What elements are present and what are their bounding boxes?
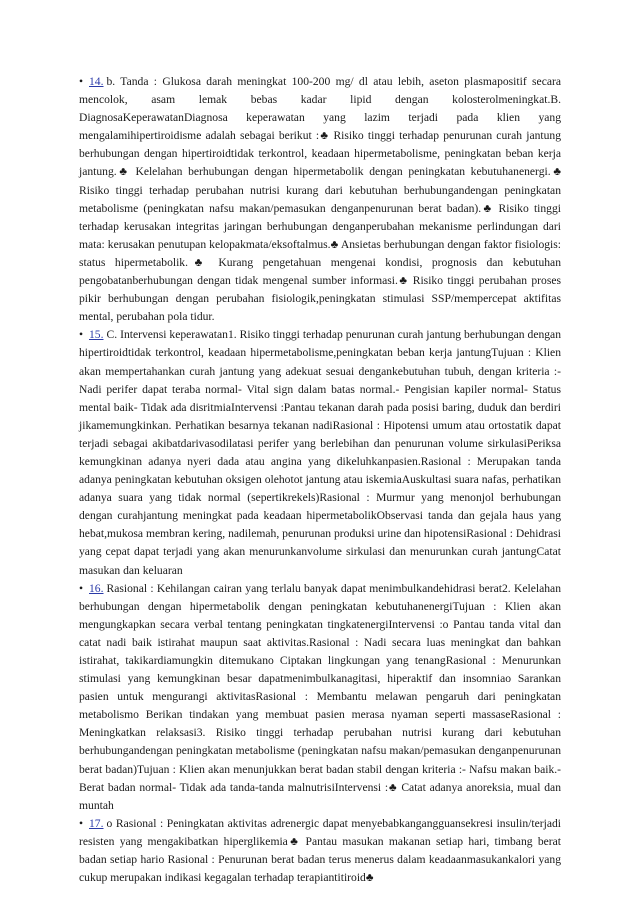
- item-number-link[interactable]: 17.: [89, 816, 104, 830]
- item-text: Rasional : Kehilangan cairan yang terlalu banyak dapat menimbulkandehidrasi berat2. Kelelahan berhubungan dengan hipermetabolik dengan peningkatan kebutuhanenergiTujuan : Klien akan mengungkapkan secara verbal tentang peningkatan tingkatenergiIntervensi :o Pantau tanda vital dan catat nadi baik istirahat maupun saat aktivitas.Rasional : Nadi secara luas meningkat dan bahkan istirahat, takikardiamungkin ditemukano Ciptakan lingkungan yang tenangRasional : Menurunkan stimulasi yang kemungkinan besar dapatmenimbulkanagitasi, hiperaktif dan insomniao Sarankan pasien untuk mengurangi aktivitasRasional : Membantu melawan pengaruh dari peningkatan metabolismo Berikan tindakan yang membuat pasien merasa nyaman seperti massaseRasional : Meningkatkan relaksasi3. Risiko tinggi terhadap perubahan nutrisi kurang dari kebutuhan berhubungandengan peningkatan metabolisme (peningkatan nafsu makan/pemasukan denganpenurunan berat badan)Tujuan : Klien akan menunjukkan berat badan stabil dengan kriteria :- Nafsu makan baik.- Berat badan normal- Tidak ada tanda-tanda malnutrisiIntervensi :♣ Catat adanya anoreksia, mual dan muntah: [79, 581, 561, 812]
- bullet-icon: •: [79, 816, 84, 830]
- item-text: C. Intervensi keperawatan1. Risiko tinggi terhadap penurunan curah jantung berhubungan dengan hipertiroidtidak terkontrol, keadaan hipermetabolisme,peningkatan beban kerja jantungTujuan : Klien akan mempertahankan curah jantung yang adekuat sesuai dengankebutuhan tubuh, dengan kriteria :- Nadi perifer dapat teraba normal- Vital sign dalam batas normal.- Pengisian kapiler normal- Status mental baik- Tidak ada disritmiaIntervensi :Pantau tekanan darah pada posisi baring, duduk dan berdiri jikamemungkinkan. Perhatikan besarnya tekanan nadiRasional : Hipotensi umum atau ortostatik dapat terjadi sebagai akibatdarivasodilatasi perifer yang berlebihan dan penurunan volume sirkulasiPeriksa kemungkinan adanya nyeri dada atau angina yang dikeluhkanpasien.Rasional : Merupakan tanda adanya peningkatan kebutuhan oksigen olehotot jantung atau iskemiaAuskultasi suara nafas, perhatikan adanya suara yang tidak normal (sepertikrekels)Rasional : Murmur yang menonjol berhubungan dengan curahjantung meningkat pada keadaan hipermetabolikObservasi tanda dan gejala haus yang hebat,mukosa membran kering, nadilemah, penurunan produksi urine dan hipotensiRasional : Dehidrasi yang cepat dapat terjadi yang akan menurunkanvolume sirkulasi dan menurunkan curah jantungCatat masukan dan keluaran: [79, 328, 561, 577]
- item-number-link[interactable]: 15.: [89, 328, 104, 342]
- bullet-icon: •: [79, 75, 84, 88]
- item-number-link[interactable]: 14.: [89, 75, 104, 88]
- item-text: o Rasional : Peningkatan aktivitas adrenergic dapat menyebabkangangguansekresi insulin/terjadi resisten yang mengakibatkan hiperglikemia♣ Pantau masukan makanan setiap hari, timbang berat badan setiap hario Rasional : Penurunan berat badan terus menerus dalam keadaanmasukankalori yang cukup merupakan indikasi kegagalan terhadap terapiantitiroid♣: [79, 816, 561, 885]
- list-item: [79, 326, 561, 579]
- item-number-link[interactable]: 16.: [89, 581, 104, 595]
- document-page: [79, 73, 561, 887]
- bullet-icon: •: [79, 581, 84, 595]
- list-item: [79, 815, 561, 887]
- list-item: [79, 580, 561, 815]
- bullet-icon: •: [79, 328, 84, 342]
- item-text: b. Tanda : Glukosa darah meningkat 100-200 mg/ dl atau lebih, aseton plasmapositif secara mencolok, asam lemak bebas kadar lipid dengan kolosterolmeningkat.B. DiagnosaKeperawatanDiagnosa keperawatan yang lazim terjadi pada klien yang mengalamihipertiroidisme adalah sebagai berikut :♣ Risiko tinggi terhadap penurunan curah jantung berhubungan dengan hipertiroidtidak terkontrol, keadaan hipermetabolisme, peningkatan beban kerja jantung.♣ Kelelahan berhubungan dengan hipermetabolik dengan peningkatan kebutuhanenergi.♣ Risiko tinggi terhadap perubahan nutrisi kurang dari kebutuhan berhubungandengan peningkatan metabolisme (peningkatan nafsu makan/pemasukan denganpenurunan berat badan).♣ Risiko tinggi terhadap kerusakan integritas jaringan berhubungan denganperubahan mekanisme perlindungan dari mata: kerusakan penutupan kelopakmata/eksoftalmus.♣ Ansietas berhubungan dengan faktor fisiologis: status hipermetabolik.♣ Kurang pengetahuan mengenai kondisi, prognosis dan kebutuhan pengobatanberhubungan dengan tidak mengenal sumber informasi.♣ Risiko tinggi perubahan proses pikir berhubungan dengan perubahan fisiologik,peningkatan stimulasi SSP/mempercepat aktifitas mental, perubahan pola tidur.: [79, 75, 561, 324]
- list-item: [79, 73, 561, 326]
